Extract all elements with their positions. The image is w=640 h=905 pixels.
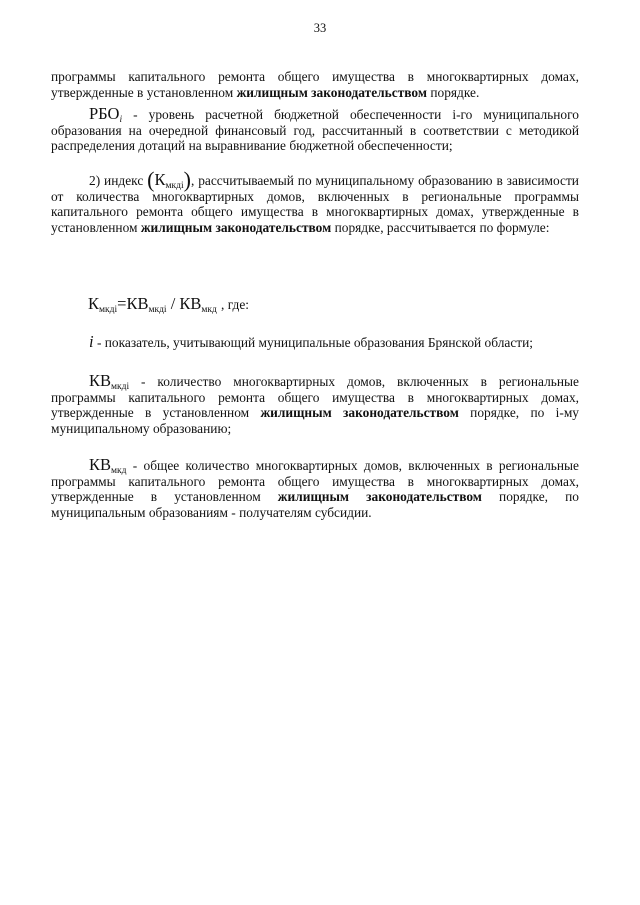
paragraph-text: , рассчитываемый по муниципальному образованию в зависимости от количества многоквартирных домов, включенных в региональные программы капитального ремонта общего имущества в многоквартирных домах, утвержденные в установленном: [51, 173, 579, 235]
bold-term: жилищным законодательством: [260, 405, 459, 421]
symbol-rbo: $РБО_i$: [89, 104, 123, 125]
bold-term: жилищным законодательством: [140, 219, 332, 235]
paragraph-text: 2) индекс: [89, 173, 144, 188]
paragraph-text: порядке, рассчитывается по формуле:: [334, 219, 550, 235]
definition-text: - показатель, учитывающий муниципальные образования Брянской области;: [96, 335, 534, 350]
definition-text: порядке, по i-му муниципальному образованию;: [51, 405, 579, 436]
definition-kv-mkdi: [51, 373, 579, 436]
definition-text: порядке, по муниципальным образованиям - получателям субсидии.: [51, 489, 579, 520]
symbol-k-index: $(К_{мкдi})$: [147, 167, 191, 192]
paragraph-text: порядке.: [430, 84, 480, 100]
definition-text: - уровень расчетной бюджетной обеспеченности i-го муниципального образования на очередной финансовый год, рассчитанный в соответствии с методикой распределения дотаций на выравнивание бюджетной обеспеченности;: [51, 107, 579, 154]
bold-term: жилищным законодательством: [236, 84, 427, 100]
bold-term: жилищным законодательством: [277, 489, 482, 505]
symbol-kv-mkd: $КВ_{мкд}$: [89, 455, 127, 476]
definition-rbo: [51, 106, 579, 154]
paragraph-text: программы капитального ремонта общего имущества в многоквартирных домах, утвержденные в установленном: [51, 69, 579, 100]
formula-where: , где:: [221, 297, 250, 312]
page-number: 33: [313, 21, 327, 35]
formula: $К_{мкдi}=КВ_{мкдi} / КВ_{мкд}$ , где:: [88, 294, 250, 315]
symbol-kv-mkdi: $КВ_{мкдi}$: [89, 371, 130, 392]
definition-text: - общее количество многоквартирных домов, включенных в региональные программы капитального ремонта общего имущества в многоквартирных домах, утвержденные в установленном: [51, 458, 579, 505]
paragraph-index: [51, 167, 579, 235]
symbol-i: i: [89, 332, 94, 351]
definition-i: [51, 334, 579, 351]
definition-kv-mkd: [51, 457, 579, 520]
paragraph-continuation: [51, 69, 579, 100]
definition-text: - количество многоквартирных домов, включенных в региональные программы капитального ремонта общего имущества в многоквартирных домах, утвержденные в установленном: [51, 374, 579, 421]
